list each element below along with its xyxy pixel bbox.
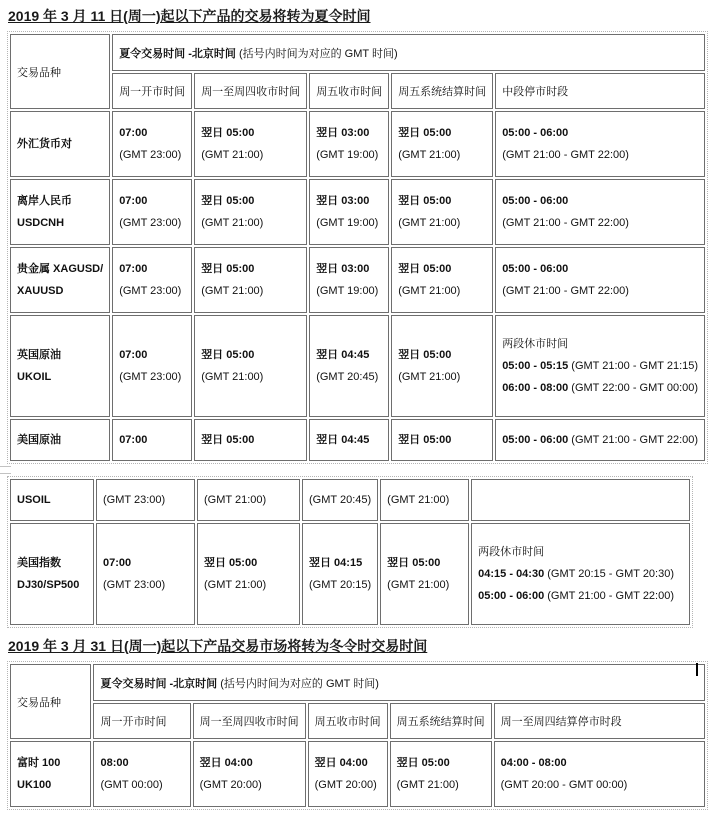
- sub-header-cell: 周一开市时间: [112, 73, 192, 109]
- table-cell: [309, 111, 389, 177]
- table-cell: [471, 523, 690, 625]
- product-cell: [10, 315, 110, 417]
- cell-text: 05:00 - 06:00: [502, 195, 569, 207]
- page-edge-line: [0, 466, 11, 467]
- cell-text: 07:00: [119, 349, 148, 361]
- table-row: [10, 179, 705, 245]
- text-cursor: [696, 663, 698, 676]
- cell-text: 翌日 04:00: [314, 757, 368, 769]
- summer-table: [7, 31, 708, 464]
- cell-text: USOIL: [17, 494, 51, 506]
- cell-text: (GMT 21:00 - GMT 22:00): [568, 434, 699, 446]
- table-cell: [391, 419, 493, 461]
- cell-text: (GMT 23:00): [103, 579, 166, 591]
- cell-text: (GMT 21:00 - GMT 22:00): [544, 590, 675, 602]
- cell-text: (GMT 22:00 - GMT 00:00): [568, 382, 699, 394]
- cell-text: UKOIL: [17, 371, 52, 383]
- cell-text: 翌日 05:00: [387, 557, 441, 569]
- cell-text: (GMT 21:00): [396, 779, 459, 791]
- cell-text: (GMT 21:00): [201, 371, 264, 383]
- cell-text: (GMT 20:00 - GMT 00:00): [500, 779, 628, 791]
- table-cell: [495, 111, 705, 177]
- cell-text: 美国指数: [17, 557, 61, 569]
- table-cell: [112, 111, 192, 177]
- cell-text: (GMT 21:00): [398, 285, 461, 297]
- corner-header-cell: 交易品种: [10, 34, 110, 109]
- table-cell: [309, 315, 389, 417]
- cell-text: (GMT 23:00): [119, 371, 182, 383]
- cell-text: 两段休市时间: [502, 338, 569, 350]
- cell-text: 翌日 03:00: [316, 195, 370, 207]
- table-cell: [93, 741, 190, 807]
- cell-text: (GMT 23:00): [119, 217, 182, 229]
- cell-text: 翌日 05:00: [201, 263, 255, 275]
- table-cell: [96, 523, 195, 625]
- product-cell: [10, 523, 94, 625]
- table-cell: [193, 741, 306, 807]
- header-note-text: (括号内时间为对应的 GMT 时间): [235, 47, 398, 60]
- table-cell: [390, 741, 492, 807]
- main-header-cell: [93, 664, 705, 701]
- cell-text: (GMT 21:00): [201, 285, 264, 297]
- cell-text: 翌日 04:45: [316, 434, 370, 446]
- cell-text: 翌日 04:45: [316, 349, 370, 361]
- table-cell: [96, 479, 195, 521]
- cell-text: 05:00 - 06:00: [478, 590, 545, 602]
- cell-text: 翌日 05:00: [398, 434, 452, 446]
- table-cell: [308, 741, 388, 807]
- cell-text: 离岸人民币: [17, 195, 72, 207]
- cell-text: (GMT 19:00): [316, 285, 379, 297]
- product-cell: [10, 479, 94, 521]
- table-cell: [495, 419, 705, 461]
- table-cell: [194, 179, 307, 245]
- cell-text: (GMT 21:00): [204, 579, 267, 591]
- table-cell: [309, 179, 389, 245]
- table-cell: [380, 523, 469, 625]
- cell-text: 翌日 05:00: [396, 757, 450, 769]
- table-cell: [391, 179, 493, 245]
- sub-header-row: [10, 73, 705, 109]
- cell-text: 翌日 05:00: [201, 195, 255, 207]
- cell-text: DJ30/SP500: [17, 579, 80, 591]
- winter-title: 2019 年 3 月 31 日(周一)起以下产品交易市场将转为冬令时交易时间: [8, 638, 428, 654]
- sub-header-cell: 周五收市时间: [308, 703, 388, 739]
- cell-text: UK100: [17, 779, 52, 791]
- cell-text: 06:00 - 08:00: [502, 382, 569, 394]
- cell-text: 07:00: [103, 557, 132, 569]
- table-row: [10, 479, 690, 521]
- cell-text: (GMT 23:00): [119, 285, 182, 297]
- cell-text: (GMT 21:00): [204, 494, 267, 506]
- cell-text: (GMT 21:00): [398, 217, 461, 229]
- cell-text: 05:00 - 06:00: [502, 434, 569, 446]
- table-row: [10, 419, 705, 461]
- cell-text: (GMT 20:45): [309, 494, 372, 506]
- cell-text: 04:15 - 04:30: [478, 568, 545, 580]
- cell-text: 翌日 04:15: [309, 557, 363, 569]
- cell-text: (GMT 21:00): [201, 217, 264, 229]
- table-cell: [309, 419, 389, 461]
- cell-text: 美国原油: [17, 434, 61, 446]
- cell-text: 翌日 05:00: [398, 263, 452, 275]
- header-bold-text: 夏令交易时间 -北京时间: [119, 47, 236, 60]
- cell-text: 翌日 05:00: [201, 434, 255, 446]
- cell-text: 富时 100: [17, 757, 61, 769]
- cell-text: (GMT 20:45): [316, 371, 379, 383]
- cell-text: 翌日 05:00: [201, 127, 255, 139]
- cell-text: (GMT 21:00): [398, 149, 461, 161]
- table-cell: [194, 315, 307, 417]
- table-cell: [194, 111, 307, 177]
- cell-text: (GMT 21:00): [201, 149, 264, 161]
- table-cell: [380, 479, 469, 521]
- cell-text: 07:00: [119, 195, 148, 207]
- cell-text: (GMT 21:00 - GMT 22:00): [502, 285, 629, 297]
- table-cell: [495, 247, 705, 313]
- table-cell: [495, 315, 705, 417]
- table-cell: [471, 479, 690, 521]
- sub-header-cell: 周一至周四收市时间: [193, 703, 306, 739]
- page-break: [0, 464, 708, 476]
- sub-header-cell: 周一至周四结算停市时段: [494, 703, 705, 739]
- table-cell: [309, 247, 389, 313]
- cell-text: 04:00 - 08:00: [500, 757, 567, 769]
- cell-text: 翌日 05:00: [201, 349, 255, 361]
- table-cell: [197, 523, 300, 625]
- table-cell: [391, 315, 493, 417]
- header-row: [10, 664, 705, 701]
- cell-text: (GMT 21:00): [398, 371, 461, 383]
- corner-header-cell: 交易品种: [10, 664, 91, 739]
- table-cell: [494, 741, 705, 807]
- cell-text: 两段休市时间: [478, 546, 545, 558]
- table-cell: [112, 315, 192, 417]
- header-row: [10, 34, 705, 71]
- sub-header-cell: 周五系统结算时间: [391, 73, 493, 109]
- cell-text: 07:00: [119, 434, 148, 446]
- cell-text: 翌日 03:00: [316, 263, 370, 275]
- cell-text: 翌日 05:00: [204, 557, 258, 569]
- product-cell: [10, 111, 110, 177]
- table-cell: [194, 247, 307, 313]
- cell-text: 贵金属 XAGUSD/: [17, 263, 104, 275]
- cell-text: (GMT 20:15 - GMT 20:30): [544, 568, 675, 580]
- cell-text: (GMT 20:00): [199, 779, 262, 791]
- page-edge-line: [0, 473, 11, 474]
- sub-header-cell: 周五收市时间: [309, 73, 389, 109]
- cell-text: USDCNH: [17, 217, 65, 229]
- sub-header-cell: 周五系统结算时间: [390, 703, 492, 739]
- cell-text: (GMT 23:00): [119, 149, 182, 161]
- cell-text: 07:00: [119, 263, 148, 275]
- winter-table: [7, 661, 708, 810]
- product-cell: [10, 179, 110, 245]
- cell-text: 翌日 05:00: [398, 349, 452, 361]
- cell-text: (GMT 20:00): [314, 779, 377, 791]
- product-cell: [10, 741, 91, 807]
- table-cell: [495, 179, 705, 245]
- main-header-cell: [112, 34, 705, 71]
- table-cell: [391, 247, 493, 313]
- cell-text: (GMT 21:00 - GMT 21:15): [568, 360, 699, 372]
- cell-text: (GMT 19:00): [316, 149, 379, 161]
- product-cell: [10, 247, 110, 313]
- table-cell: [194, 419, 307, 461]
- table-cell: [112, 179, 192, 245]
- cell-text: 翌日 04:00: [199, 757, 253, 769]
- table-row: [10, 741, 705, 807]
- cell-text: 英国原油: [17, 349, 61, 361]
- cell-text: 05:00 - 06:00: [502, 127, 569, 139]
- cell-text: (GMT 23:00): [103, 494, 166, 506]
- cell-text: (GMT 21:00 - GMT 22:00): [502, 217, 629, 229]
- summer-title: 2019 年 3 月 11 日(周一)起以下产品的交易将转为夏令时间: [8, 8, 371, 24]
- cell-text: (GMT 21:00): [387, 494, 450, 506]
- cell-text: (GMT 00:00): [100, 779, 163, 791]
- cell-text: (GMT 21:00 - GMT 22:00): [502, 149, 629, 161]
- header-note-text: (括号内时间为对应的 GMT 时间): [217, 677, 379, 690]
- cell-text: 翌日 03:00: [316, 127, 370, 139]
- cell-text: (GMT 19:00): [316, 217, 379, 229]
- summer-table-continued: [7, 476, 693, 628]
- table-cell: [112, 247, 192, 313]
- cell-text: 05:00 - 06:00: [502, 263, 569, 275]
- product-cell: [10, 419, 110, 461]
- sub-header-row: [10, 703, 705, 739]
- cell-text: 外汇货币对: [17, 138, 72, 150]
- cell-text: (GMT 21:00): [387, 579, 450, 591]
- table-cell: [302, 479, 378, 521]
- table-row: [10, 523, 690, 625]
- table-row: [10, 315, 705, 417]
- sub-header-cell: 周一开市时间: [93, 703, 190, 739]
- table-cell: [197, 479, 300, 521]
- cell-text: XAUUSD: [17, 285, 64, 297]
- table-cell: [112, 419, 192, 461]
- table-row: [10, 247, 705, 313]
- table-cell: [302, 523, 378, 625]
- sub-header-cell: 中段停市时段: [495, 73, 705, 109]
- cell-text: (GMT 20:15): [309, 579, 372, 591]
- sub-header-cell: 周一至周四收市时间: [194, 73, 307, 109]
- cell-text: 07:00: [119, 127, 148, 139]
- cell-text: 05:00 - 05:15: [502, 360, 569, 372]
- cell-text: 08:00: [100, 757, 129, 769]
- cell-text: 翌日 05:00: [398, 127, 452, 139]
- cell-text: 翌日 05:00: [398, 195, 452, 207]
- table-row: [10, 111, 705, 177]
- header-bold-text: 夏令交易时间 -北京时间: [100, 677, 218, 690]
- table-cell: [391, 111, 493, 177]
